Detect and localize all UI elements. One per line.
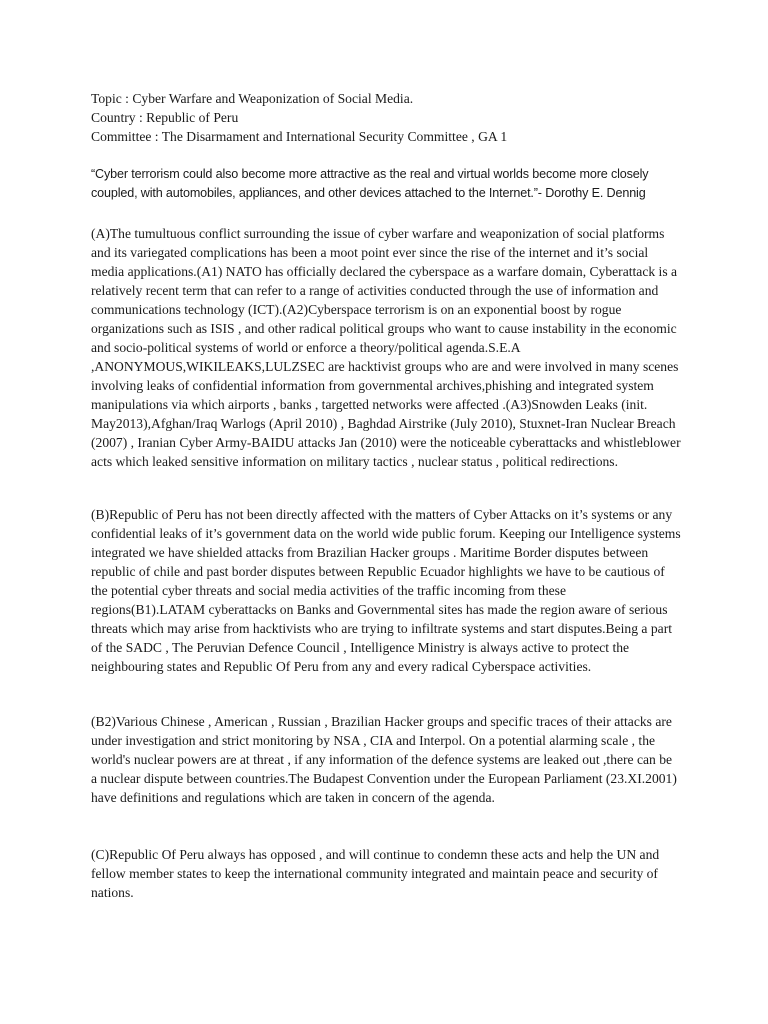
paragraph-a: (A)The tumultuous conflict surrounding the issue of cyber warfare and weaponization of social platforms and its variegated complications has been a moot point ever since the rise of the internet and it’s social media applications.(A1) NATO has officially declared the cyberspace as a warfare domain, Cyberattack is a relatively recent term that can refer to a range of activities conducted through the use of information and communications technology (ICT).(A2)Cyberspace terrorism is on an exponential boost by rogue organizations such as ISIS , and other radical political groups who want to cause instability in the economic and socio-political systems of world or enforce a theory/political agenda.S.E.A ,ANONYMOUS,WIKILEAKS,LULZSEC are hacktivist groups who are and were involved in many scenes involving leaks of confidential information from governmental archives,phishing and integrated system manipulations via which airports , banks , targetted networks were affected .(A3)Snowden Leaks (init. May2013),Afghan/Iraq Warlogs (April 2010) , Baghdad Airstrike (July 2010), Stuxnet-Iran Nuclear Breach (2007) , Iranian Cyber Army-BAIDU attacks Jan (2010) were the noticeable cyberattacks and whistleblower acts which leaked sensitive information on military tactics , nuclear status , political redirections. <box>91 226 681 469</box>
committee-line: Committee : The Disarmament and International Security Committee , GA 1 <box>91 129 508 144</box>
paragraph-b2: (B2)Various Chinese , American , Russian , Brazilian Hacker groups and specific traces of their attacks are under investigation and strict monitoring by NSA , CIA and Interpol. On a potential alarming scale , the world's nuclear powers are at threat , if any information of the defence systems are leaked out ,there can be a nuclear dispute between countries.The Budapest Convention under the European Parliament (23.XI.2001) have definitions and regulations which are taken in concern of the agenda. <box>91 714 677 805</box>
paragraph-c: (C)Republic Of Peru always has opposed , and will continue to condemn these acts and help the UN and fellow member states to keep the international community integrated and maintain peace and security of nations. <box>91 847 660 900</box>
topic-line: Topic : Cyber Warfare and Weaponization of Social Media. <box>91 91 414 106</box>
document-header <box>91 89 691 146</box>
paragraph-b: (B)Republic of Peru has not been directly affected with the matters of Cyber Attacks on it’s systems or any confidential leaks of it’s government data on the world wide public forum. Keeping our Intelligence systems integrated we have shielded attacks from Brazilian Hacker groups . Maritime Border disputes between republic of chile and past border disputes between Republic Ecuador highlights we have to be cautious of the potential cyber threats and social media activities of the traffic incoming from these regions(B1).LATAM cyberattacks on Banks and Governmental sites has made the region aware of serious threats which may arise from hacktivists who are trying to infiltrate systems and start disputes.Being a part of the SADC , The Peruvian Defence Council , Intelligence Ministry is always active to protect the neighbouring states and Republic Of Peru from any and every radical Cyberspace activities. <box>91 507 681 674</box>
country-line: Country : Republic of Peru <box>91 110 239 125</box>
opening-quote: “Cyber terrorism could also become more attractive as the real and virtual worlds become more closely coupled, with automobiles, appliances, and other devices attached to the Internet.”- Dorothy E. Dennig <box>91 167 649 200</box>
